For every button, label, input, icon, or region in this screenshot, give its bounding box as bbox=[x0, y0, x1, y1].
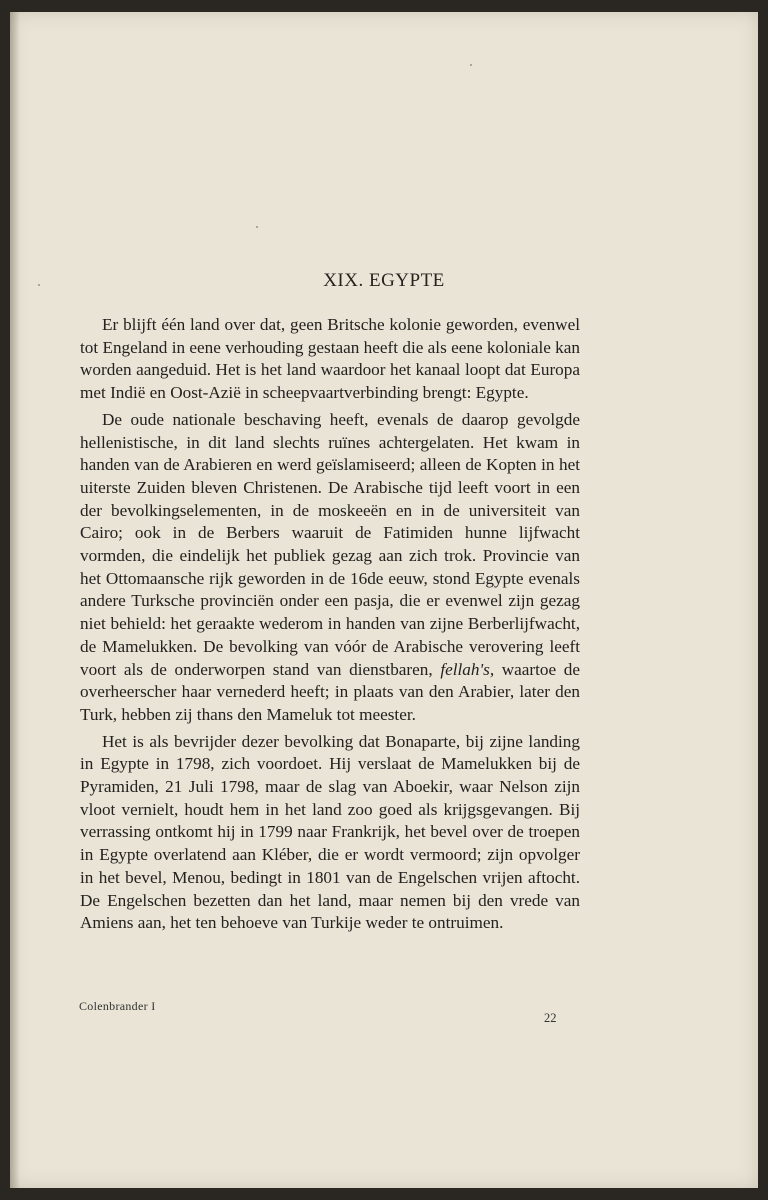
paragraph-3: Het is als bevrijder dezer bevolking dat Bonaparte, bij zijne landing in Egypte in 1798, zich voordoet. Hij verslaat de Mamelukken bij de Pyramiden, 21 Juli 1798, maar de slag van Aboekir, waar Nelson zijn vloot vernielt, houdt hem in het land zoo goed als krijgsgevangen. Bij verrassing ontkomt hij in 1799 naar Frankrijk, het bevel over de troepen in Egypte overlatend aan Kléber, die er wordt vermoord; zijn opvolger in het bevel, Menou, bedingt in 1801 van de Engelschen vrijen aftocht. De Engelschen bezetten dan het land, maar nemen bij den vrede van Amiens aan, het ten behoeve van Turkije weder te ontruimen. bbox=[80, 731, 580, 933]
signature-mark: Colenbrander I bbox=[79, 999, 156, 1013]
book-page bbox=[10, 12, 758, 1188]
page-number: 22 bbox=[544, 1011, 557, 1025]
paragraph-2 bbox=[80, 409, 580, 727]
paragraph-2-text: De oude nationale beschaving heeft, evenals de daarop gevolgde hellenistische, in dit land slechts ruïnes achtergelaten. Het kwam in handen van de Arabieren en werd geïslamiseerd; alleen de Kopten in het uiterste Zuiden bleven Christenen. De Arabische tijd leeft voort in een der bevolkingselementen, in de moskeeën en in de universiteit van Cairo; ook in de Berbers waaruit de Fatimiden hunne lijfwacht vormden, die eindelijk het publiek gezag aan zich trok. Provincie van het Ottomaansche rijk geworden in de 16de eeuw, stond Egypte evenals andere Turksche provinciën onder een pasja, die er evenwel zijn gezag niet behield: het geraakte wederom in handen van zijne Berberlijfwacht, de Mamelukken. De bevolking van vóór de Arabische verovering leeft voort als de onderworpen stand van dienstbaren, bbox=[80, 409, 580, 679]
paper-speck bbox=[470, 64, 472, 66]
body-text bbox=[80, 314, 580, 935]
paragraph-1: Er blijft één land over dat, geen Britsche kolonie geworden, evenwel tot Engeland in eene verhouding gestaan heeft die als eene koloniale kan worden aangeduid. Het is het land waardoor het kanaal loopt dat Europa met Indië en Oost-Azië in scheepvaartverbinding brengt: Egypte. bbox=[80, 315, 580, 403]
chapter-title: XIX. EGYPTE bbox=[323, 270, 445, 291]
paragraph-2-end: , waartoe de overheerscher haar vernederd heeft; in plaats van den Arabier, later den Turk, hebben zij thans den Mameluk tot meester. bbox=[80, 659, 580, 724]
italic-term: fellah's bbox=[440, 659, 490, 679]
paper-speck bbox=[256, 226, 258, 228]
spine-shadow bbox=[10, 12, 20, 1188]
